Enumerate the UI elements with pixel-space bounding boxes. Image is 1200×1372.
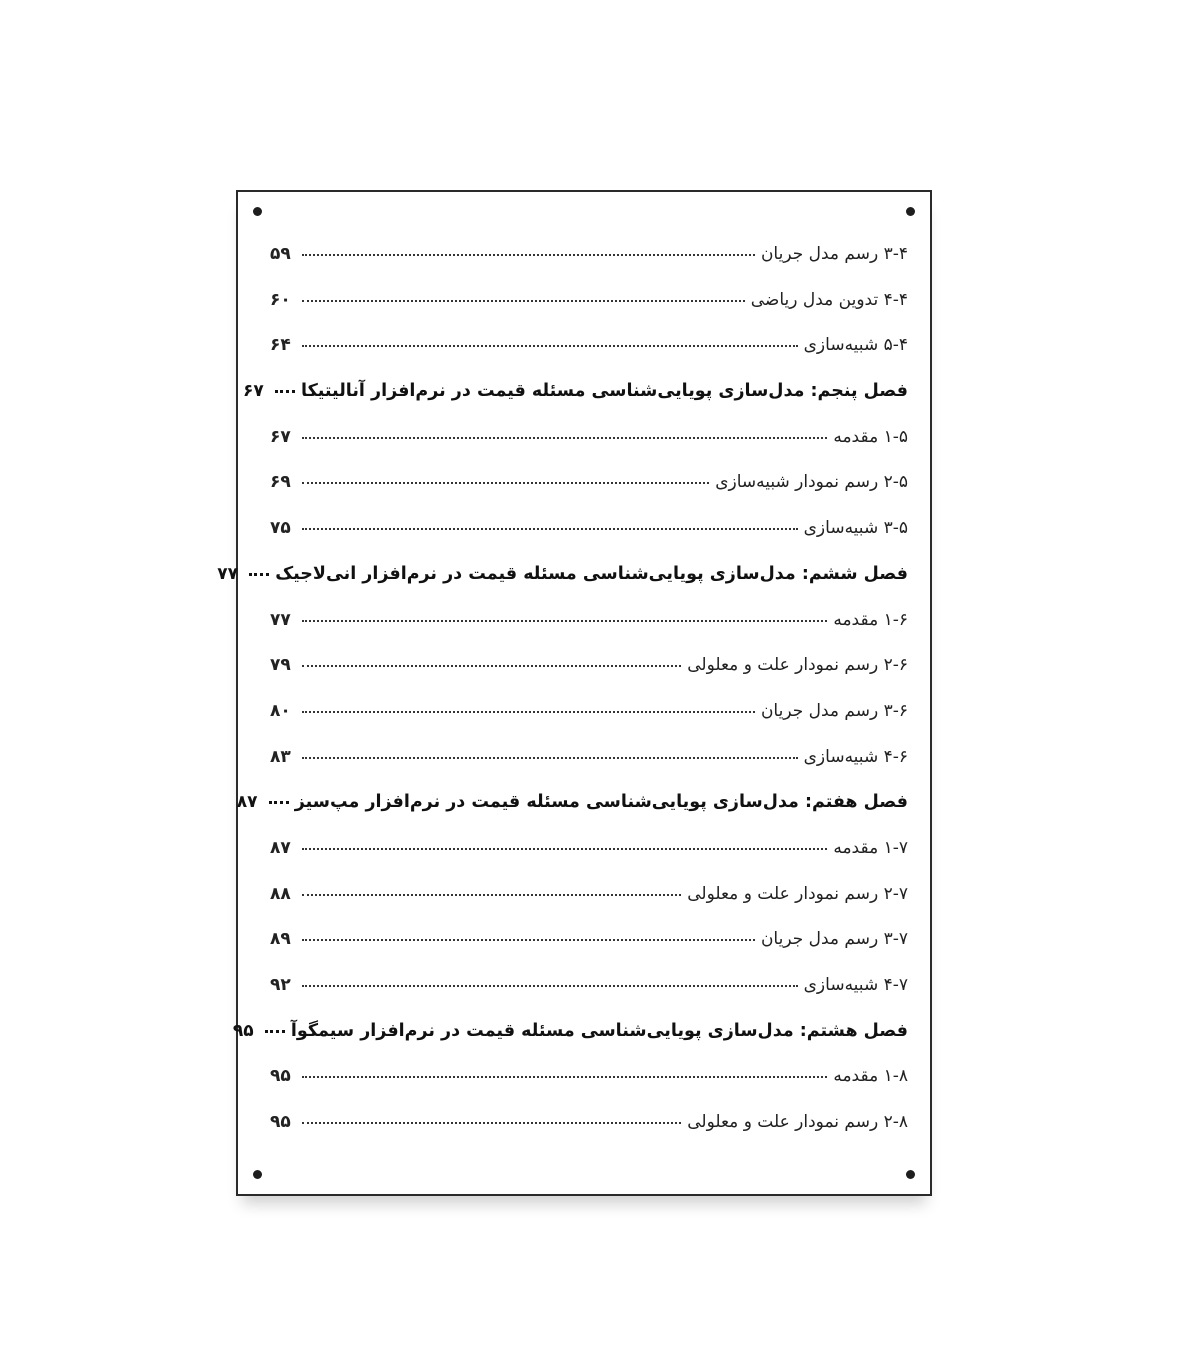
table-of-contents bbox=[217, 244, 908, 1158]
toc-entry-title: فصل ششم: مدل‌سازی پویایی‌شناسی مسئله قیمت در نرم‌افزار انی‌لاجیک bbox=[275, 563, 908, 584]
dot-leader bbox=[302, 528, 798, 530]
dot-leader bbox=[275, 390, 295, 393]
toc-section-row bbox=[270, 838, 908, 884]
dot-leader bbox=[302, 894, 681, 896]
toc-chapter-row bbox=[217, 563, 908, 610]
toc-entry-title: ۲-۵ رسم نمودار شبیه‌سازی bbox=[715, 472, 908, 493]
dot-leader bbox=[302, 985, 798, 987]
toc-page-number: ۶۴ bbox=[270, 335, 291, 356]
toc-section-row bbox=[270, 701, 908, 747]
toc-page-number: ۹۵ bbox=[270, 1112, 291, 1133]
toc-page-number: ۸۹ bbox=[270, 929, 291, 950]
corner-dot-icon bbox=[906, 207, 915, 216]
toc-entry-title: ۲-۷ رسم نمودار علت و معلولی bbox=[687, 883, 908, 904]
toc-entry-title: ۳-۵ شبیه‌سازی bbox=[803, 518, 908, 539]
toc-page-number: ۷۹ bbox=[270, 655, 291, 676]
corner-dot-icon bbox=[253, 1170, 262, 1179]
dot-leader bbox=[302, 711, 755, 713]
toc-page-number: ۶۷ bbox=[243, 381, 264, 402]
dot-leader bbox=[302, 345, 798, 347]
dot-leader bbox=[302, 1122, 681, 1124]
dot-leader bbox=[269, 801, 289, 804]
toc-section-row bbox=[270, 518, 908, 564]
dot-leader bbox=[302, 665, 681, 667]
dot-leader bbox=[249, 573, 269, 576]
dot-leader bbox=[302, 757, 798, 759]
toc-entry-title: ۲-۸ رسم نمودار علت و معلولی bbox=[687, 1112, 908, 1133]
toc-page-number: ۹۵ bbox=[232, 1020, 254, 1041]
toc-section-row bbox=[270, 472, 908, 518]
toc-section-row bbox=[270, 1112, 908, 1158]
toc-page-number: ۷۵ bbox=[270, 518, 291, 539]
toc-section-row bbox=[270, 929, 908, 975]
toc-page-number: ۸۷ bbox=[270, 837, 291, 858]
dot-leader bbox=[302, 300, 745, 302]
toc-page-number: ۶۹ bbox=[270, 472, 291, 493]
toc-entry-title: فصل هفتم: مدل‌سازی پویایی‌شناسی مسئله قیمت در نرم‌افزار مپ‌سیز bbox=[294, 792, 908, 813]
toc-chapter-row bbox=[232, 1020, 908, 1067]
toc-section-row bbox=[270, 884, 908, 930]
toc-section-row bbox=[270, 747, 908, 793]
toc-entry-title: ۱-۵ مقدمه bbox=[833, 426, 908, 447]
toc-entry-title: ۴-۷ شبیه‌سازی bbox=[803, 975, 908, 995]
toc-section-row bbox=[270, 427, 908, 473]
toc-page-number: ۹۵ bbox=[270, 1066, 291, 1087]
toc-entry-title: ۲-۶ رسم نمودار علت و معلولی bbox=[687, 655, 908, 676]
toc-page-number: ۸۳ bbox=[270, 746, 291, 767]
toc-chapter-row bbox=[236, 792, 908, 838]
dot-leader bbox=[302, 254, 755, 256]
toc-page-number: ۸۸ bbox=[270, 883, 291, 904]
toc-section-row bbox=[270, 610, 908, 656]
toc-page-number: ۷۷ bbox=[270, 609, 291, 630]
toc-page-number: ۸۰ bbox=[270, 700, 291, 721]
toc-entry-title: ۳-۴ رسم مدل جریان bbox=[760, 244, 908, 264]
toc-entry-title: ۴-۶ شبیه‌سازی bbox=[803, 746, 908, 767]
toc-section-row bbox=[270, 335, 908, 381]
dot-leader bbox=[302, 848, 827, 850]
toc-section-row bbox=[270, 244, 908, 290]
toc-page-frame bbox=[217, 190, 932, 1196]
toc-entry-title: ۴-۴ تدوین مدل ریاضی bbox=[750, 289, 908, 310]
toc-entry-title: ۳-۶ رسم مدل جریان bbox=[760, 700, 908, 721]
toc-page-number: ۶۰ bbox=[270, 289, 291, 310]
toc-page-number: ۶۷ bbox=[270, 426, 291, 447]
toc-section-row bbox=[270, 975, 908, 1021]
toc-entry-title: ۱-۸ مقدمه bbox=[833, 1066, 908, 1087]
toc-page-number: ۷۷ bbox=[217, 563, 238, 584]
toc-page-number: ۸۷ bbox=[236, 792, 258, 813]
dot-leader bbox=[302, 1076, 827, 1078]
dot-leader bbox=[265, 1030, 285, 1033]
dot-leader bbox=[302, 620, 827, 622]
toc-section-row bbox=[270, 655, 908, 701]
toc-entry-title: ۵-۴ شبیه‌سازی bbox=[803, 335, 908, 356]
dot-leader bbox=[302, 437, 827, 439]
toc-entry-title: ۱-۷ مقدمه bbox=[833, 837, 908, 858]
corner-dot-icon bbox=[253, 207, 262, 216]
toc-chapter-row bbox=[243, 381, 908, 427]
toc-section-row bbox=[270, 1066, 908, 1112]
toc-page-number: ۹۲ bbox=[270, 975, 291, 995]
toc-entry-title: ۳-۷ رسم مدل جریان bbox=[760, 929, 908, 950]
toc-entry-title: فصل پنجم: مدل‌سازی پویایی‌شناسی مسئله قیمت در نرم‌افزار آنالیتیکا bbox=[301, 381, 908, 402]
dot-leader bbox=[302, 939, 755, 941]
toc-entry-title: فصل هشتم: مدل‌سازی پویایی‌شناسی مسئله قیمت در نرم‌افزار سیمگوآ bbox=[290, 1020, 908, 1041]
toc-section-row bbox=[270, 290, 908, 336]
dot-leader bbox=[302, 482, 709, 484]
toc-page-number: ۵۹ bbox=[270, 244, 291, 264]
toc-entry-title: ۱-۶ مقدمه bbox=[833, 609, 908, 630]
corner-dot-icon bbox=[906, 1170, 915, 1179]
